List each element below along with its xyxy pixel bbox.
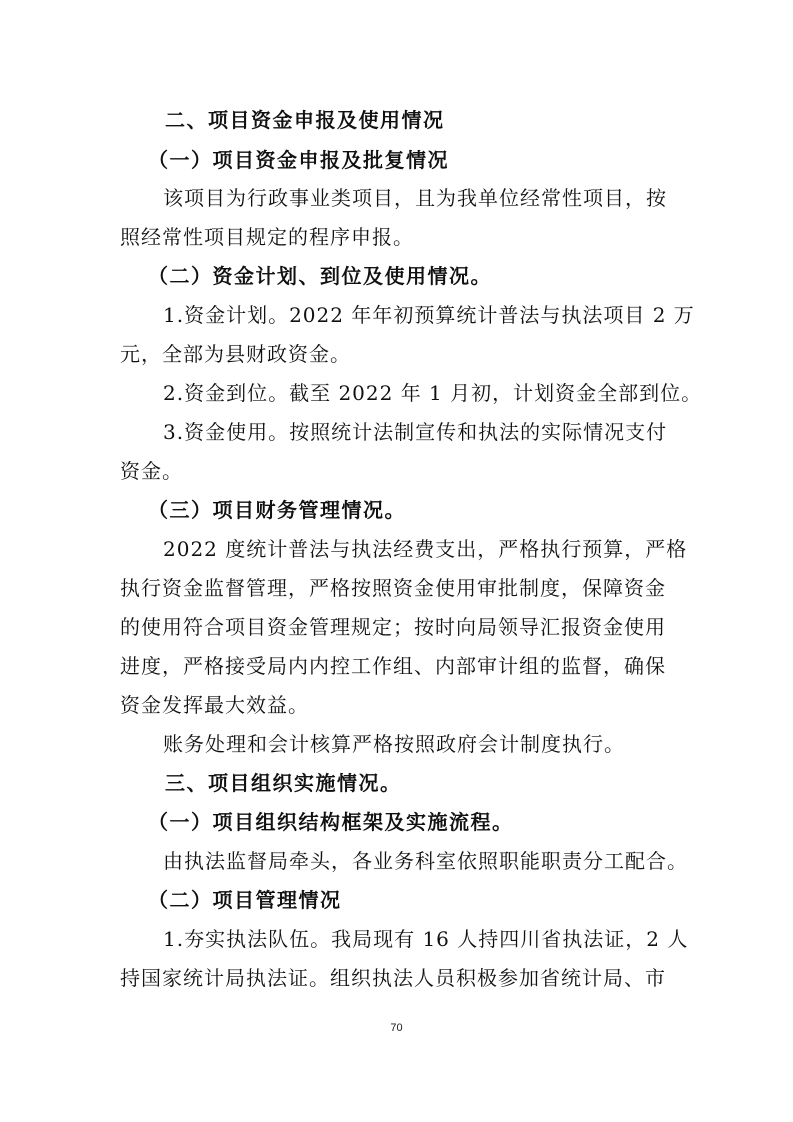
paragraph-line: 持国家统计局执法证。组织执法人员积极参加省统计局、市: [120, 966, 666, 990]
paragraph-line: 2.资金到位。截至 2022 年 1 月初，计划资金全部到位。: [163, 381, 703, 405]
paragraph-line: 的使用符合项目资金管理规定；按时向局领导汇报资金使用: [120, 615, 666, 639]
paragraph-line: 3.资金使用。按照统计法制宣传和执法的实际情况支付: [163, 420, 668, 444]
paragraph-line: 元，全部为县财政资金。: [120, 342, 351, 366]
section-3-1-heading: （一）项目组织结构框架及实施流程。: [148, 810, 514, 834]
paragraph-line: 资金发挥最大效益。: [120, 693, 309, 717]
section-3-2-heading: （二）项目管理情况: [148, 888, 342, 912]
paragraph-line: 资金。: [120, 459, 183, 483]
paragraph-line: 1.夯实执法队伍。我局现有 16 人持四川省执法证，2 人: [163, 927, 689, 951]
paragraph-line: 2022 度统计普法与执法经费支出，严格执行预算，严格: [163, 537, 688, 561]
section-2-3-heading: （三）项目财务管理情况。: [148, 498, 406, 522]
paragraph-line: 执行资金监督管理，严格按照资金使用审批制度，保障资金: [120, 576, 666, 600]
paragraph-line: 照经常性项目规定的程序申报。: [120, 225, 414, 249]
paragraph-line: 账务处理和会计核算严格按照政府会计制度执行。: [163, 732, 625, 756]
paragraph-line: 进度，严格接受局内内控工作组、内部审计组的监督，确保: [120, 654, 666, 678]
section-2-1-heading: （一）项目资金申报及批复情况: [148, 148, 449, 172]
paragraph-line: 由执法监督局牵头，各业务科室依照职能职责分工配合。: [163, 849, 688, 873]
section-3-heading: 三、项目组织实施情况。: [165, 771, 402, 795]
section-2-heading: 二、项目资金申报及使用情况: [165, 108, 445, 132]
page-number: 70: [390, 1022, 403, 1034]
paragraph-line: 该项目为行政事业类项目，且为我单位经常性项目，按: [163, 186, 667, 210]
section-2-2-heading: （二）资金计划、到位及使用情况。: [148, 264, 492, 288]
paragraph-line: 1.资金计划。2022 年年初预算统计普法与执法项目 2 万: [163, 303, 695, 327]
